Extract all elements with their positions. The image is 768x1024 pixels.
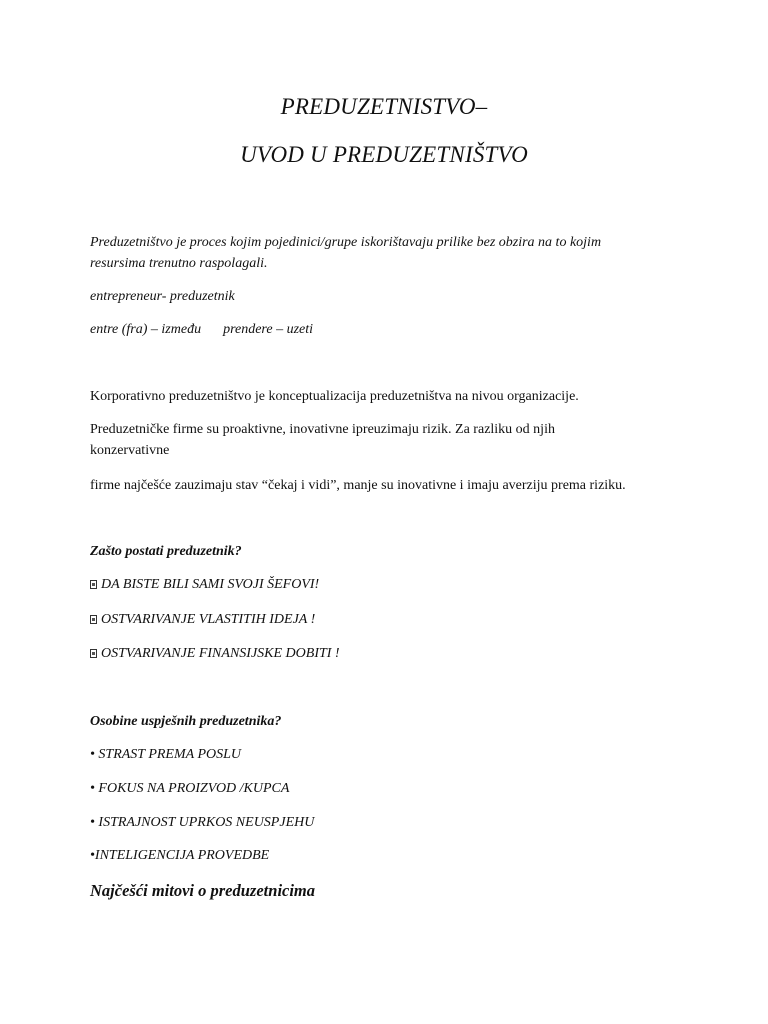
corporate-line4: firme najčešće zauzimaju stav “čekaj i vidi”, manje su inovativne i imaju averziju prema riziku.: [90, 478, 626, 493]
etymology-line: [90, 320, 690, 340]
traits-item: • STRAST PREMA POSLU: [90, 747, 241, 762]
why-heading: Zašto postati preduzetnik?: [90, 544, 242, 559]
document-title-line1: PREDUZETNISTVO–: [280, 94, 488, 119]
why-item: DA BISTE BILI SAMI SVOJI ŠEFOVI!: [90, 575, 690, 595]
corporate-line3: konzervativne: [90, 443, 170, 458]
etymology-prendere: prendere – uzeti: [223, 322, 314, 337]
checkbox-bullet-icon: [90, 580, 97, 589]
why-item: OSTVARIVANJE FINANSIJSKE DOBITI !: [90, 644, 690, 664]
document-title-line2: UVOD U PREDUZETNIŠTVO: [240, 142, 528, 167]
etymology-entre: entre (fra) – između: [90, 322, 202, 337]
intro-line1: Preduzetništvo je proces kojim pojedinici/grupe iskorištavaju prilike bez obzira na to kojim: [90, 235, 602, 250]
myths-heading: Najčešći mitovi o preduzetnicima: [90, 881, 316, 900]
traits-item: • ISTRAJNOST UPRKOS NEUSPJEHU: [90, 815, 315, 830]
intro-line2: resursima trenutno raspolagali.: [90, 256, 268, 271]
checkbox-bullet-icon: [90, 649, 97, 658]
traits-heading: Osobine uspješnih preduzetnika?: [90, 714, 282, 729]
corporate-line2: Preduzetničke firme su proaktivne, inovativne ipreuzimaju rizik. Za razliku od njih: [90, 422, 555, 437]
traits-item: • FOKUS NA PROIZVOD /KUPCA: [90, 781, 290, 796]
why-item: OSTVARIVANJE VLASTITIH IDEJA !: [90, 610, 690, 630]
checkbox-bullet-icon: [90, 615, 97, 624]
corporate-line1: Korporativno preduzetništvo je konceptualizacija preduzetništva na nivou organizacije.: [90, 389, 579, 404]
entrepreneur-definition: entrepreneur- preduzetnik: [90, 289, 235, 304]
traits-item: •INTELIGENCIJA PROVEDBE: [90, 848, 270, 863]
